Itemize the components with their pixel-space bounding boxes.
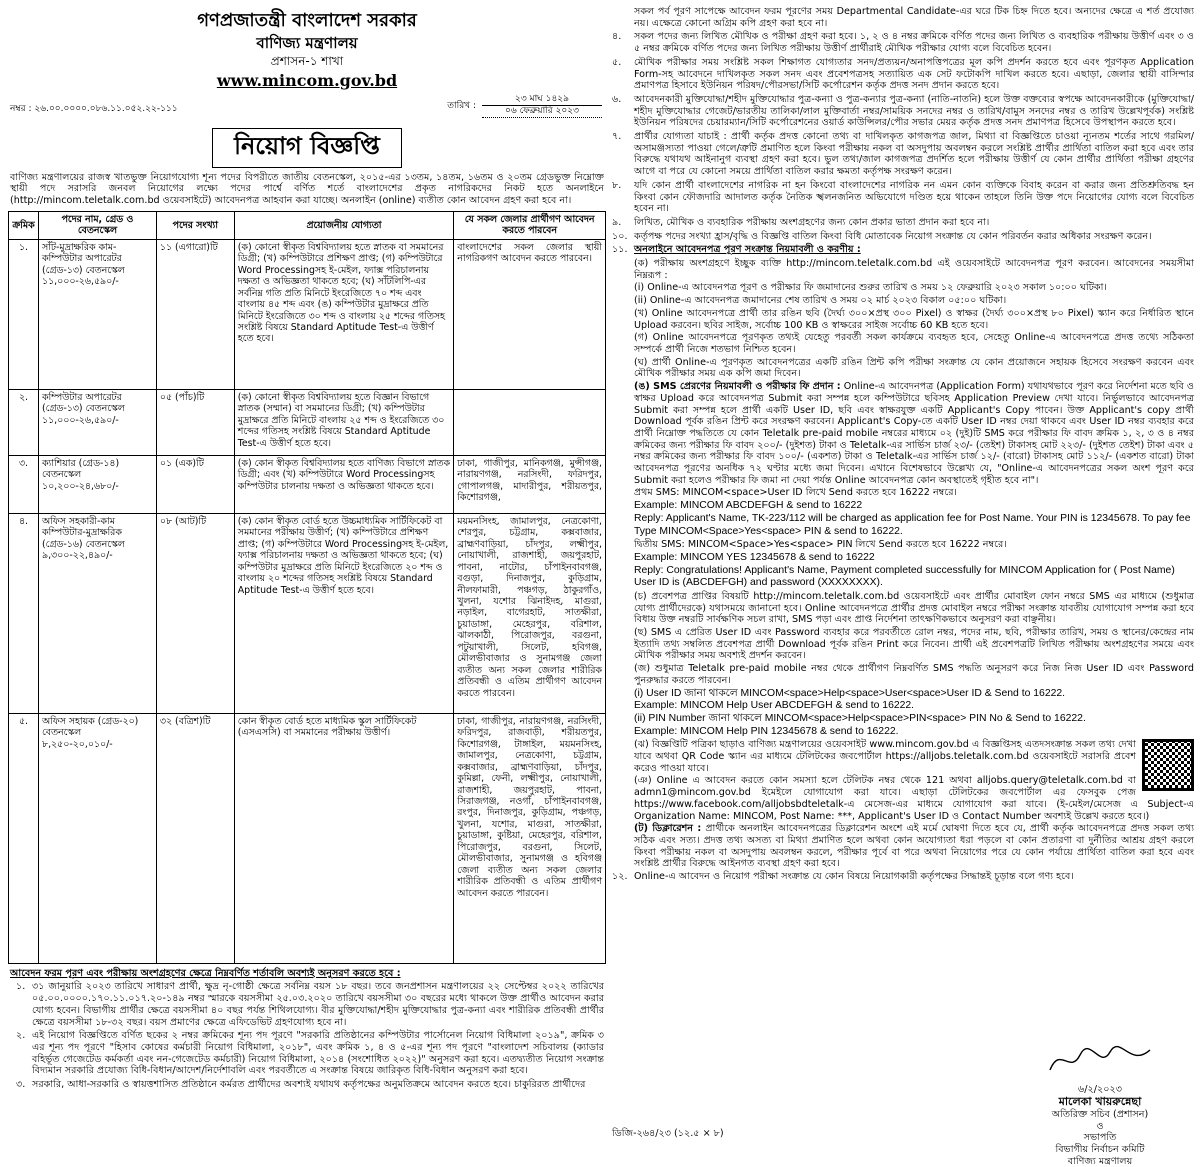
reference-row (8, 94, 606, 124)
intro-paragraph: বাণিজ্য মন্ত্রণালয়ের রাজস্ব খাতভুক্ত নিয়োগযোগ্য শূন্য পদের বিপরীতে জাতীয় বেতনস্কেল, ২০১৫-এর ১৩তম, ১৪তম, ১৬তম ও ২০তম গ্রেডভুক্ত নিম্নোক্ত স্থায়ী পদে সরাসরি জনবল নিয়োগের লক্ষ্যে পদের পার্শ্বে বর্ণিত শর্তে বাংলাদেশের প্রকৃত নাগরিকদের নিকট হতে অনলাইনে (http://mincom.teletalk.com.bd ওয়েবসাইটে) আবেদনপত্র আহবান করা যাচ্ছে। অনলাইন (online) ব্যতীত কোন আবেদন গ্রহণ করা হবে না। (10, 171, 604, 207)
list-item (612, 6, 1194, 29)
recover-pin: (ii) PIN Number জানা থাকলে MINCOM<space>Help<space>PIN<space> PIN No & Send to 16222. (634, 712, 1086, 724)
table-row (9, 713, 606, 963)
table-row (9, 513, 606, 713)
notice-title: নিয়োগ বিজ্ঞপ্তি (212, 128, 402, 167)
item-text: যদি কোন প্রার্থী বাংলাদেশের নাগরিক না হন কিংবো বাংলাদেশের নাগরিক নন এমন কোন ব্যক্তিকে বিবাহ করেন বা করার জন্য প্রতিশ্রুতিবদ্ধ হন কিংবা কোন ফৌজদারি আদালত কর্তৃক নৈতিক স্খলনজনিত অভিযোগে দণ্ডিত হয়ে থাকেন তাহলে তিনি উক্ত পদে নিয়োগের যোগ্য বলে বিবেচিত হবেন না। (634, 179, 1195, 215)
condition-number: ১. (16, 981, 26, 993)
online-nga-heading: (ঙ) SMS প্রেরণের নিয়মাবলী ও পরীক্ষার ফি প্রদান : (634, 381, 841, 393)
online-chha: (ছ) SMS এ প্রেরিত User ID এবং Password ব্যবহার করে পরবর্তীতে রোল নম্বর, পদের নাম, ছবি, পরীক্ষার তারিখ, সময় ও স্থানের/কেন্দ্রের নাম ইত্যাদি তথ্য সম্বলিত প্রবেশপত্র প্রার্থী Download পূর্বক রঙিন Print করে নিবেন। প্রার্থী এই প্রবেশপত্রটি লিখিত পরীক্ষায় অংশগ্রহণের সময়ে এবং মৌখিক পরীক্ষার সময় অবশ্যই প্রদর্শন করবেন। (634, 627, 1194, 662)
sms-second: দ্বিতীয় SMS: MINCOM<Space>Yes<space> PIN লিখে Send করতে হবে 16222 নম্বরে। (634, 539, 1007, 551)
recover-user-id: (i) User ID জানা থাকলে MINCOM<space>Help<space>User<space>User ID & Send to 16222. (634, 687, 1066, 699)
item-text: আবেদনকারী মুক্তিযোদ্ধা/শহীদ মুক্তিযোদ্ধার পুত্র-কন্যা ও পুত্র-কন্যার পুত্র-কন্যা (নাতি-নাতনি) হলে উক্ত বক্তব্যের স্বপক্ষে আবেদনকারীকে (মুক্তিযোদ্ধা/শহীদ মুক্তিযোদ্ধার গেজেট/ভারতীয় তালিকা/লাল মুক্তিবার্তা নম্বর/সাময়িক সনদের নম্বর ও তারিখ/বামুস সনদের নম্বর ও তারিখ উল্লেখপূর্বক) সংশ্লিষ্ট ইউনিয়ন পরিষদের চেয়ারম্যান/সিটি কর্পোরেশনের ওয়ার্ড কাউন্সিলর/পৌর সভার মেয়র কর্তৃক প্রদত্ত সনদ প্রমাণপত্র হিসেবে উপস্থাপন করতে হবে। (634, 93, 1194, 129)
online-nga-text: Online-এ আবেদনপত্র (Application Form) যথাযথভাবে পূরণ করে নির্দেশনা মতে ছবি ও স্বাক্ষর Upload করে আবেদনপত্র Submit করা সম্পন্ন হলে কম্পিউটারে ছবিসহ Application Preview দেখা যাবে। নির্ভুলভাবে আবেদনপত্র Submit করা সম্পন্ন হলে প্রার্থী একটি User ID, ছবি এবং স্বাক্ষরযুক্ত একটি Applicant's Copy পাবেন। উক্ত Applicant's copy প্রার্থী Download পূর্বক রঙিন প্রিন্ট করে সংরক্ষণ করবেন। Applicant's Copy-তে একটি User ID নম্বর দেয়া থাকবে এবং User ID নম্বর ব্যবহার করে প্রার্থী নিম্নোক্ত পদ্ধতিতে যে কোন Teletalk pre-paid mobile নম্বরের মাধ্যমে ০২ (দুই)টি SMS করে পরীক্ষার ফি বাবদ ক্রমিক ১, ২, ৩ ও ৪ নম্বর ক্রমিকের জন্য পরীক্ষার ফি বাবদ ২০০/- (দুইশত) টাকা ও Teletalk-এর সার্ভিস চার্জ ২৩/- (তেইশ) টাকাসহ মোট ২২৩/- (দুইশত তেইশ) টাকা এবং ৫ নম্বর ক্রমিকের জন্য পরীক্ষার ফি বাবদ ১০০/- (একশত) টাকা ও Teletalk-এর সার্ভিস চার্জ ১২/- (বারো) টাকাসহ মোট ১১২/- (একশত বারো) টাকা আবেদনপত্র পূরণের অনধিক ৭২ ঘণ্টার মধ্যে জমা দিবেন। এখানে বিশেষভাবে উল্লেখ্য যে, "Online-এ আবেদনপত্রের সকল অংশ পূরণ করে Submit করা হলেও পরীক্ষার ফি জমা না দেয়া পর্যন্ত Online আবেদনপত্র কোন অবস্থাতেই গৃহীত হবে না"। (634, 381, 1194, 486)
cell-districts: বাংলাদেশের সকল জেলার স্থায়ী নাগরিকগণ আবেদন করতে পারবেন। (454, 239, 606, 389)
condition-item (10, 1079, 604, 1091)
online-time-end: (ii) Online-এ আবেদনপত্র জমাদানের শেষ তারিখ ও সময় ০২ মার্চ ২০২৩ বিকাল ০৫:০০ ঘটিকা। (634, 295, 1007, 307)
signatory-and: ও (1096, 1120, 1104, 1132)
item-number: ১১. (612, 244, 628, 256)
cell-districts: ঢাকা, গাজীপুর, মানিকগঞ্জ, মুন্সীগঞ্জ, নারায়ণগঞ্জ, নরসিংদী, ফরিদপুর, গোপালগঞ্জ, মাদারীপুর, শরীয়তপুর, কিশোরগঞ্জ, (454, 455, 606, 513)
cell-post: ক্যাশিয়ার (গ্রেড-১৪) বেতনস্কেল ১০,২০০-২৪,৬৮০/- (38, 455, 156, 513)
list-item (612, 94, 1194, 129)
sms-example-1: Example: MINCOM ABCDEFGH & send to 16222 (634, 500, 863, 512)
cell-qualification: (ক) কোন স্বীকৃত বিশ্ববিদ্যালয় হতে বাণিজ্য বিভাগে স্নাতক ডিগ্রী; এবং (খ) কম্পিউটারে Word Processingসহ কম্পিউটার চালনায় দক্ষতা ও অভিজ্ঞতা থাকতে হবে। (234, 455, 453, 513)
declaration-heading: (ট) ডিক্লারেশন : (634, 823, 702, 835)
cell-post: সাঁট-মুদ্রাক্ষরিক কাম-কম্পিউটার অপারেটর (গ্রেড-১৩) বেতনস্কেল ১১,০০০-২৬,৫৯০/- (38, 239, 156, 389)
item-text: সকল পর্ব পূরণ সাপেক্ষে আবেদন ফরম পূরণের সময় Departmental Candidate-এর ঘরে টিক চিহ্ন দিতে হবে। অন্যদের ক্ষেত্রে এ শর্ত প্রযোজ্য নয়। এক্ষেত্রে কোনো অগ্রিম কপি গ্রহণ করা হবে না। (634, 6, 1194, 29)
item-text: কর্তৃপক্ষ পদের সংখ্যা হ্রাস/বৃদ্ধি ও বিজ্ঞপ্তি বাতিল কিংবা বিধি মোতাবেক নিয়োগ সংক্রান্ত যে কোন পরিবর্তন করার অধিকার সংরক্ষণ করেন। (634, 230, 1152, 242)
cell-count: ১১ (এগারো)টি (156, 239, 234, 389)
online-ja: (জ) শুধুমাত্র Teletalk pre-paid mobile নম্বর থেকে প্রার্থীগণ নিম্নবর্ণিত SMS পদ্ধতি অনুসরণ করে নিজ নিজ User ID এবং Password পুনরুদ্ধার করতে পারবেন। (634, 663, 1194, 686)
col-count: পদের সংখ্যা (156, 211, 234, 239)
recover-example-2: Example: MINCOM Help PIN 12345678 & send to 16222. (634, 725, 899, 737)
item-number: ১২. (612, 871, 628, 883)
ministry-website-link[interactable]: www.mincom.gov.bd (216, 70, 398, 90)
footer-code: ডিজি-২৬৪/২৩ (১২.৫ × ৮) (612, 1128, 724, 1139)
cell-qualification: কোন স্বীকৃত বোর্ড হতে মাধ্যমিক স্কুল সার্টিফিকেট (এসএসসি) বা সমমানের পরীক্ষায় উত্তীর্ণ। (234, 713, 453, 963)
online-ka: (ক) পরীক্ষায় অংশগ্রহণে ইচ্ছুক ব্যক্তি http://mincom.teletalk.com.bd এই ওয়েবসাইটে আবেদনপত্র পূরণ করবেন। আবেদনের সময়সীমা নিম্নরূপ : (634, 258, 1194, 281)
list-item (612, 871, 1194, 883)
col-post: পদের নাম, গ্রেড ও বেতনস্কেল (38, 211, 156, 239)
item-number: ৮. (612, 179, 622, 191)
sms-first: প্রথম SMS: MINCOM<space>User ID লিখে Send করতে হবে 16222 নম্বরে। (634, 487, 957, 499)
item-text: প্রার্থীর যোগ্যতা যাচাই : প্রার্থী কর্তৃক প্রদত্ত কোনো তথ্য বা দাখিলকৃত কাগজপত্র জাল, মিথ্যা বা বিজ্ঞপ্তিতে চাওয়া ন্যূনতম শর্তের সাথে গরমিল/অসামঞ্জস্যতা পাওয়া গেলে/ত্রুটি প্রমাণিত হলে কিংবা পরীক্ষায় নকল বা অসদুপায় অবলম্বন করলে সংশ্লিষ্ট প্রার্থীর প্রার্থিতা বাতিল করা হবে এবং তার বিরুদ্ধে যথাযথ আইনানুগ ব্যবস্থা গ্রহণ করা হবে। ভুল তথ্য/জাল কাগজপত্র প্রদর্শিত হলে পরীক্ষায় উত্তীর্ণ যে কোন প্রার্থীর প্রার্থিতা পরীক্ষা গ্রহণের আগে বা পরে যে কোনো সময়ে প্রার্থিতা বাতিল করার ক্ষমতা কর্তৃপক্ষ সংরক্ষণ করেন। (634, 131, 1194, 178)
right-column (612, 6, 1194, 1152)
item-text: Online-এ আবেদন ও নিয়োগ পরীক্ষা সংক্রান্ত যে কোন বিষয়ে নিয়োগকারী কর্তৃপক্ষের সিদ্ধান্তই চূড়ান্ত বলে গণ্য হবে। (634, 871, 1074, 883)
header (8, 10, 606, 90)
posts-table (8, 211, 606, 964)
cell-qualification: (ক) কোন স্বীকৃত বোর্ড হতে উচ্চমাধ্যমিক সার্টিফিকেট বা সমমানের পরীক্ষায় উত্তীর্ণ; (খ) কম্পিউটারে প্রশিক্ষণ প্রাপ্ত; (গ) কম্পিউটারে Word Processingসহ ই-মেইল, ফ্যাক্স পরিচালনায় দক্ষতা ও অভিজ্ঞতা থাকতে হবে; (ঘ) কম্পিউটার মুদ্রাক্ষরে প্রতি মিনিটে ইংরেজিতে ২০ শব্দ ও বাংলায় ২০ শব্দের গতিসহ সংশ্লিষ্ট বিষয়ে Standard Aptitude Test-এ উত্তীর্ণ হতে হবে। (234, 513, 453, 713)
online-ta (634, 823, 1194, 870)
cell-serial: ১. (9, 239, 39, 389)
item-number (612, 6, 634, 29)
cell-count: ০১ (এক)টি (156, 455, 234, 513)
cell-districts: ময়মনসিংহ, জামালপুর, নেত্রকোণা, শেরপুর, চট্টগ্রাম, কক্সবাজার, ব্রাহ্মণবাড়িয়া, চাঁদপুর, লক্ষ্মীপুর, নোয়াখালী, রাজশাহী, জয়পুরহাট, পাবনা, নাটোর, চাঁপাইনবাবগঞ্জ, বগুড়া, দিনাজপুর, কুড়িগ্রাম, নীলফামারী, পঞ্চগড়, ঠাকুরগাঁও, খুলনা, যশোর ঝিনাইদহ, মাগুরা, নড়াইল, বাগেরহাট, সাতক্ষীরা, চুয়াডাঙ্গা, মেহেরপুর, বরিশাল, ঝালকাঠী, পিরোজপুর, বরগুনা, পটুয়াখালী, সিলেট, হবিগঞ্জ, মৌলভীবাজার ও সুনামগঞ্জ জেলা ব্যতীত অন্য সকল জেলার শারীরিক প্রতিবন্ধী ও এতিম প্রার্থীগণ আবেদন করতে পারবেন। (454, 513, 606, 713)
online-nga (634, 381, 1194, 486)
date-bangla: ২৩ মাঘ ১৪২৯ (482, 94, 602, 106)
cell-qualification: (ক) কোনো স্বীকৃত বিশ্ববিদ্যালয় হতে স্নাতক বা সমমানের ডিগ্রী; (খ) কম্পিউটারে প্রশিক্ষণ প্রাপ্ত; (গ) কম্পিউটারে Word Processingসহ ই-মেইল, ফ্যাক্স পরিচালনায় দক্ষতা ও অভিজ্ঞতা থাকতে হবে; (ঘ) সাঁটলিপি-এর সর্বনিম্ন গতি প্রতি মিনিটে ইংরেজিতে ৭০ শব্দ এবং বাংলায় ৪৫ শব্দ এবং (ঙ) কম্পিউটার মুদ্রাক্ষরে প্রতি মিনিটে ইংরেজিতে ৩০ শব্দ ও বাংলায় ২৫ শব্দের গতিসহ সংশ্লিষ্ট বিষয়ে Standard Aptitude Test-এ উত্তীর্ণ হতে হবে। (234, 239, 453, 389)
table-header-row (9, 211, 606, 239)
cell-serial: ৫. (9, 713, 39, 963)
online-kha: (খ) Online আবেদনপত্রে প্রার্থী তার রঙিন ছবি (দৈর্ঘ্য ৩০০×প্রস্থ ৩০০ Pixel) ও স্বাক্ষর (দৈর্ঘ্য ৩০০×প্রস্থ ৮০ Pixel) স্ক্যান করে নির্ধারিত স্থানে Upload করবেন। ছবির সাইজ, সর্বোচ্চ 100 KB ও স্বাক্ষরের সাইজ সর্বোচ্চ 60 KB হতে হবে। (634, 307, 1194, 331)
online-jha (634, 739, 1194, 774)
online-gha: (ঘ) প্রার্থী Online-এ পূরণকৃত আবেদনপত্রের একটি রঙিন প্রিন্ট কপি পরীক্ষা সংক্রান্ত যে কোন প্রয়োজনে সহায়ক হিসেবে সংরক্ষণ করবেন এবং মৌখিক পরীক্ষার সময় এক কপি জমা দিবেন। (634, 356, 1194, 380)
conditions-heading: আবেদন ফরম পূরণ এবং পরীক্ষায় অংশগ্রহণের ক্ষেত্রে নিম্নবর্ণিত শর্তাবলি অবশ্যই অনুসরণ করতে হবে : (10, 967, 401, 979)
signatory-designation: অতিরিক্ত সচিব (প্রশাসন) (1051, 1108, 1149, 1120)
item-number: ৬. (612, 93, 622, 105)
left-column (8, 6, 606, 1152)
cell-count: ৩২ (বত্রিশ)টি (156, 713, 234, 963)
date-label: তারিখ : (447, 100, 476, 111)
signatory-name: মালেকা খায়রুন্নেছা (1058, 1095, 1142, 1109)
col-qualification: প্রয়োজনীয় যোগ্যতা (234, 211, 453, 239)
sms-example-2: Example: MINCOM YES 12345678 & send to 16222 (634, 551, 875, 563)
recover-example-1: Example: MINCOM Help User ABCDEFGH & send to 16222. (634, 700, 915, 712)
qr-code-icon[interactable] (1142, 739, 1194, 791)
condition-item (10, 1030, 604, 1077)
list-item (612, 217, 1194, 229)
condition-text: ৩১ জানুয়ারি ২০২৩ তারিখে সাধারণ প্রার্থী, ক্ষুদ্র নৃ-গোষ্ঠী ক্ষেত্রে সর্বনিম্ন বয়স ১৮ বছর। তবে জনপ্রশাসন মন্ত্রণালয়ের ২২ সেপ্টেম্বর ২০২২ তারিখের ০৫.০০.০০০০.১৭০.১১.০১৭.২০-১৪৯ নম্বর স্মারকে বয়সসীমা ২৫.০৩.২০২০ তারিখে বয়সসীমা ৩০ বছরের মধ্যে থাকলে উক্ত প্রার্থীও আবেদন করার যোগ্য হবেন। বিভাগীয় প্রার্থীর ক্ষেত্রে বয়সসীমা ৪০ বছর পর্যন্ত শিথিলযোগ্য। বীর মুক্তিযোদ্ধা/শহীদ মুক্তিযোদ্ধার পুত্র-কন্যা এবং শারীরিক প্রতিবন্ধী প্রার্থীর ক্ষেত্রে বয়সসীমা ১৮-৩২ বছর। বয়স প্রমাণের ক্ষেত্রে এফিডেভিট গ্রহণযোগ্য হবে না। (32, 981, 604, 1028)
table-row (9, 389, 606, 455)
condition-text: এই নিয়োগ বিজ্ঞপ্তিতে বর্ণিত ছকের ২ নম্বর ক্রমিকের শূন্য পদ পূরণে "সরকারি প্রতিষ্ঠানের কম্পিউটার পার্সোনেল নিয়োগ বিধিমালা ২০১৯", ক্রমিক ৩ এর শূন্য পদ পূরণে "হিসাব কোষের কর্মচারী নিয়োগ বিধিমালা, ২০১৮", এবং ক্রমিক ১, ৪ ও ৫-এর শূন্য পদ পূরণে "বাংলাদেশ সচিবালয় (ক্যাডার বহির্ভূত গেজেটেড কর্মকর্তা এবং নন-গেজেটেড কর্মচারী) নিয়োগ বিধিমালা, ২০১৪ (সংশোধিত ২০২২)" অনুসরণ করা হবে। এতদ্ব্যতীত নিয়োগ সংক্রান্ত বিদ্যমান সরকারি প্রযোজ্য বিধি-বিধান/আদেশ/নির্দেশাবলি এবং পরবর্তীতে এ সংক্রান্ত বিষয়ে জারিকৃত বিধি-বিধান অনুসরণ করা হবে। (32, 1030, 604, 1077)
table-row (9, 239, 606, 389)
list-item (612, 131, 1194, 178)
condition-number: ২. (16, 1030, 26, 1042)
item-number: ৭. (612, 131, 622, 143)
online-cha: (চ) প্রবেশপত্র প্রাপ্তির বিষয়টি http://mincom.teletalk.com.bd ওয়েবসাইটে এবং প্রার্থীর মোবাইল ফোন নম্বরে SMS এর মাধ্যমে (শুধুমাত্র যোগ্য প্রার্থীদেরকে) যথাসময়ে জানানো হবে। Online আবেদনপত্রে প্রার্থীর প্রদত্ত মোবাইল নম্বরে পরীক্ষা সংক্রান্ত যাবতীয় যোগাযোগ সম্পন্ন করা হবে বিধায় উক্ত নম্বরটি সার্বক্ষণিক সচল রাখা, SMS পড়া এবং প্রাপ্ত নির্দেশনা তাৎক্ষণিকভাবে অনুসরণ করা বাঞ্ছনীয়। (634, 590, 1194, 626)
col-serial: ক্রমিক (9, 211, 39, 239)
govt-title: গণপ্রজাতন্ত্রী বাংলাদেশ সরকার (197, 10, 417, 31)
online-section (612, 244, 1194, 256)
signature-icon (1040, 1040, 1160, 1080)
memo-number: নম্বর : ২৬.০০.০০০০.০৮৬.১১.০৫২.২২-১১১ (10, 104, 178, 115)
online-nya: (ঞ) Online এ আবেদন করতে কোন সমস্যা হলে টেলিটক নম্বর থেকে 121 অথবা alljobs.query@teletalk.com.bd বা admn1@mincom.gov.bd ইমেইলে যোগাযোগ করা যাবে। এছাড়া টেলিটকের জবপোর্টাল এর ফেসবুক পেজ https://www.facebook.com/alljobsbdteletalk-এ মেসেজ-এর মাধ্যমে যোগাযোগ করা যাবে। (ই-মেইল/মেসেজ এ Subject-এ Organization Name: MINCOM, Post Name: ***, Applicant's User ID ও Contact Number অবশ্যই উল্লেখ করতে হবে।) (634, 775, 1194, 822)
dates (482, 94, 602, 118)
online-jha-text: (ঝ) বিজ্ঞপ্তিটি পত্রিকা ছাড়াও বাণিজ্য মন্ত্রণালয়ের ওয়েবসাইট www.mincom.gov.bd এ বিজ্ঞপ্তিসহ এতদসংক্রান্ত সকল তথ্য দেখা যাবে অথবা QR Code স্ক্যান এর মাধ্যমে টেলিটকের জবপোর্টাল https://alljobs.teletalk.com.bd ওয়েবসাইটে সরাসরি প্রবেশ করেও পাওয়া যাবে। (634, 739, 1136, 774)
committee-name: বিভাগীয় নির্বাচন কমিটি (1055, 1143, 1145, 1155)
date-block (447, 94, 602, 118)
col-districts: যে সকল জেলার প্রার্থীগণ আবেদন করতে পারবেন (454, 211, 606, 239)
list-item (612, 180, 1194, 215)
ministry-name: বাণিজ্য মন্ত্রণালয় (256, 33, 358, 52)
cell-post: কম্পিউটার অপারেটর (গ্রেড-১৩) বেতনস্কেল ১১,০০০-২৬,৫৯০/- (38, 389, 156, 455)
list-item (612, 31, 1194, 54)
cell-count: ০৮ (আট)টি (156, 513, 234, 713)
list-item (612, 57, 1194, 92)
condition-item (10, 981, 604, 1028)
item-text: লিখিত, মৌখিক ও ব্যবহারিক পরীক্ষায় অংশগ্রহণের জন্য কোন প্রকার ভাতা প্রদান করা হবে না। (634, 216, 990, 228)
item-text: মৌখিক পরীক্ষার সময় সংশ্লিষ্ট সকল শিক্ষাগত যোগ্যতার সনদ/প্রত্যয়ন/অনাপত্তিপত্রের মূল কপি প্রদর্শন করতে হবে এবং পূরণকৃত Application Form-সহ আবেদনে দাখিলকৃত সকল সনদ এবং প্রবেশপত্রসহ সত্যায়িত এক সেট ফটোকপি দাখিল করতে হবে। এছাড়া, জেলার স্থায়ী বাসিন্দার প্রমাণপত্র হিসাবে ইউনিয়ন পরিষদ/পৌরসভা/সিটি কর্পোরেশন কর্তৃক প্রদত্ত সনদ প্রদান করতে হবে। (634, 56, 1194, 92)
online-time-start: (i) Online-এ আবেদনপত্র পূরণ ও পরীক্ষার ফি জমাদানের শুরুর তারিখ ও সময় ১২ ফেব্রুয়ারি ২০২৩ সকাল ১০:০০ ঘটিকা। (634, 282, 1107, 294)
declaration-text: প্রার্থীকে অনলাইন আবেদনপত্রের ডিক্লারেশন অংশে এই মর্মে ঘোষণা দিতে হবে যে, প্রার্থী কর্তৃক আবেদনপত্রে প্রদত্ত সকল তথ্য সঠিক এবং সত্য। প্রদত্ত তথ্য অসত্য বা মিথ্যা প্রমাণিত হলে অথবা কোন অযোগ্যতা ধরা পড়লে বা কোন প্রতারণা বা দুর্নীতির আশ্রয় গ্রহণ করলে কিংবা পরীক্ষায় নকল বা অসদুপায় অবলম্বন করলে, পরীক্ষার পূর্বে বা পরে অথবা নিয়োগের পরে যে কোন পর্যায়ে প্রার্থিতা বাতিল করা হবে এবং সংশ্লিষ্ট প্রার্থীর বিরুদ্ধে আইনগত ব্যবস্থা গ্রহণ করা হবে। (634, 823, 1194, 870)
condition-number: ৩. (16, 1079, 26, 1091)
item-number: ৫. (612, 56, 622, 68)
cell-count: ০৫ (পাঁচ)টি (156, 389, 234, 455)
sms-reply-2: Reply: Congratulations! Applicant's Name, Payment completed successfully for MINCOM Application for ( Post Name) User ID is (ABCDEFGH) and password (XXXXXXXX). (634, 564, 1175, 589)
table-row (9, 455, 606, 513)
online-ga: (গ) Online আবেদনপত্রে পূরণকৃত তথ্যই যেহেতু পরবর্তী সকল কার্যক্রমে ব্যবহৃত হবে, সেহেতু Online-এ আবেদনপত্রে প্রদত্ত তথ্যে সঠিকতা সম্পর্কে প্রার্থী নিজে শতভাগ নিশ্চিত হবেন। (634, 332, 1194, 355)
cell-serial: ৪. (9, 513, 39, 713)
signature-date: ৬/২/২০২৩ (1078, 1083, 1122, 1095)
cell-serial: ৩. (9, 455, 39, 513)
signatory-role: সভাপতি (1083, 1132, 1117, 1144)
cell-districts (454, 389, 606, 455)
item-text: সকল পদের জন্য লিখিত মৌখিক ও পরীক্ষা গ্রহণ করা হবে। ১, ২ ও ৪ নম্বর ক্রমিকে বর্ণিত পদের জন্য লিখিত ও ব্যবহারিক পরীক্ষায় উত্তীর্ণ এবং ৩ ও ৫ নম্বর ক্রমিকে বর্ণিত পদের জন্য লিখিত পরীক্ষায় উত্তীর্ণ প্রার্থীরাই মৌখিক পরীক্ষার যোগ্য বলে বিবেচিত হবেন। (634, 31, 1194, 55)
signature-block (1010, 1040, 1190, 1167)
cell-districts: ঢাকা, গাজীপুর, নারায়ণগঞ্জ, নরসিংদী, ফরিদপুর, রাজবাড়ী, শরীয়তপুর, কিশোরগঞ্জ, টাঙ্গাইল, ময়মনসিংহ, জামালপুর, নেত্রকোণা, চট্টগ্রাম, কক্সবাজার, ব্রাহ্মণবাড়িয়া, চাঁদপুর, কুমিল্লা, ফেনী, লক্ষ্মীপুর, নোয়াখালী, রাজশাহী, জয়পুরহাট, পাবনা, সিরাজগঞ্জ, নওগাঁ, চাঁপাইনবাবগঞ্জ, রংপুর, দিনাজপুর, কুড়িগ্রাম, পঞ্চগড়, খুলনা, যশোর, মাগুরা, সাতক্ষীরা, চুয়াডাঙ্গা, কুষ্টিয়া, মেহেরপুর, বরিশাল, পিরোজপুর, বরগুনা, সিলেট, মৌলভীবাজার, সুনামগঞ্জ ও হবিগঞ্জ জেলা ব্যতীত অন্য সকল জেলার শারীরিক প্রতিবন্ধী ও এতিম প্রার্থীগণ আবেদন করতে পারবেন। (454, 713, 606, 963)
item-number: ৪. (612, 31, 622, 43)
branch-name: প্রশাসন-১ শাখা (270, 54, 344, 69)
cell-serial: ২. (9, 389, 39, 455)
cell-post: অফিস সহকারী-কাম কম্পিউটার-মুদ্রাক্ষরিক (গ্রেড-১৬) বেতনস্কেল ৯,৩০০-২২,৪৯০/- (38, 513, 156, 713)
condition-text: সরকারি, আধা-সরকারি ও স্বায়ত্তশাসিত প্রতিষ্ঠানে কর্মরত প্রার্থীদের অবশ্যই যথাযথ কর্তৃপক্ষের অনুমতিক্রমে আবেদন করতে হবে। চাকুরিরত প্রার্থীদের (32, 1079, 586, 1091)
signatory-ministry: বাণিজ্য মন্ত্রণালয় (1067, 1155, 1133, 1167)
online-heading: অনলাইনে আবেদনপত্র পূরণ সংক্রান্ত নিয়মাবলী ও করণীয় : (634, 244, 861, 256)
sms-reply-1: Reply: Applicant's Name, TK-223/112 will be charged as application fee for Post Name. Your PIN is 12345678. To pay fee Type MINCOM<Space>Yes<space> PIN & send to 16222. (634, 512, 1191, 537)
item-number: ৯. (612, 216, 622, 228)
list-item (612, 231, 1194, 243)
item-number: ১০. (612, 230, 628, 242)
cell-qualification: (ক) কোনো স্বীকৃত বিশ্ববিদ্যালয় হতে বিজ্ঞান বিভাগে স্নাতক (সম্মান) বা সমমানের ডিগ্রী; (খ) কম্পিউটার মুদ্রাক্ষরে প্রতি মিনিটে বাংলায় ২৫ শব্দ ও ইংরেজিতে ৩০ শব্দের গতিসহ সংশ্লিষ্ট বিষয়ে Standard Aptitude Test-এ উত্তীর্ণ হতে হবে। (234, 389, 453, 455)
cell-post: অফিস সহায়ক (গ্রেড-২০) বেতনস্কেল ৮,২৫০-২০,০১০/- (38, 713, 156, 963)
date-english: ০৬ ফেব্রুয়ারি ২০২৩ (505, 106, 579, 117)
